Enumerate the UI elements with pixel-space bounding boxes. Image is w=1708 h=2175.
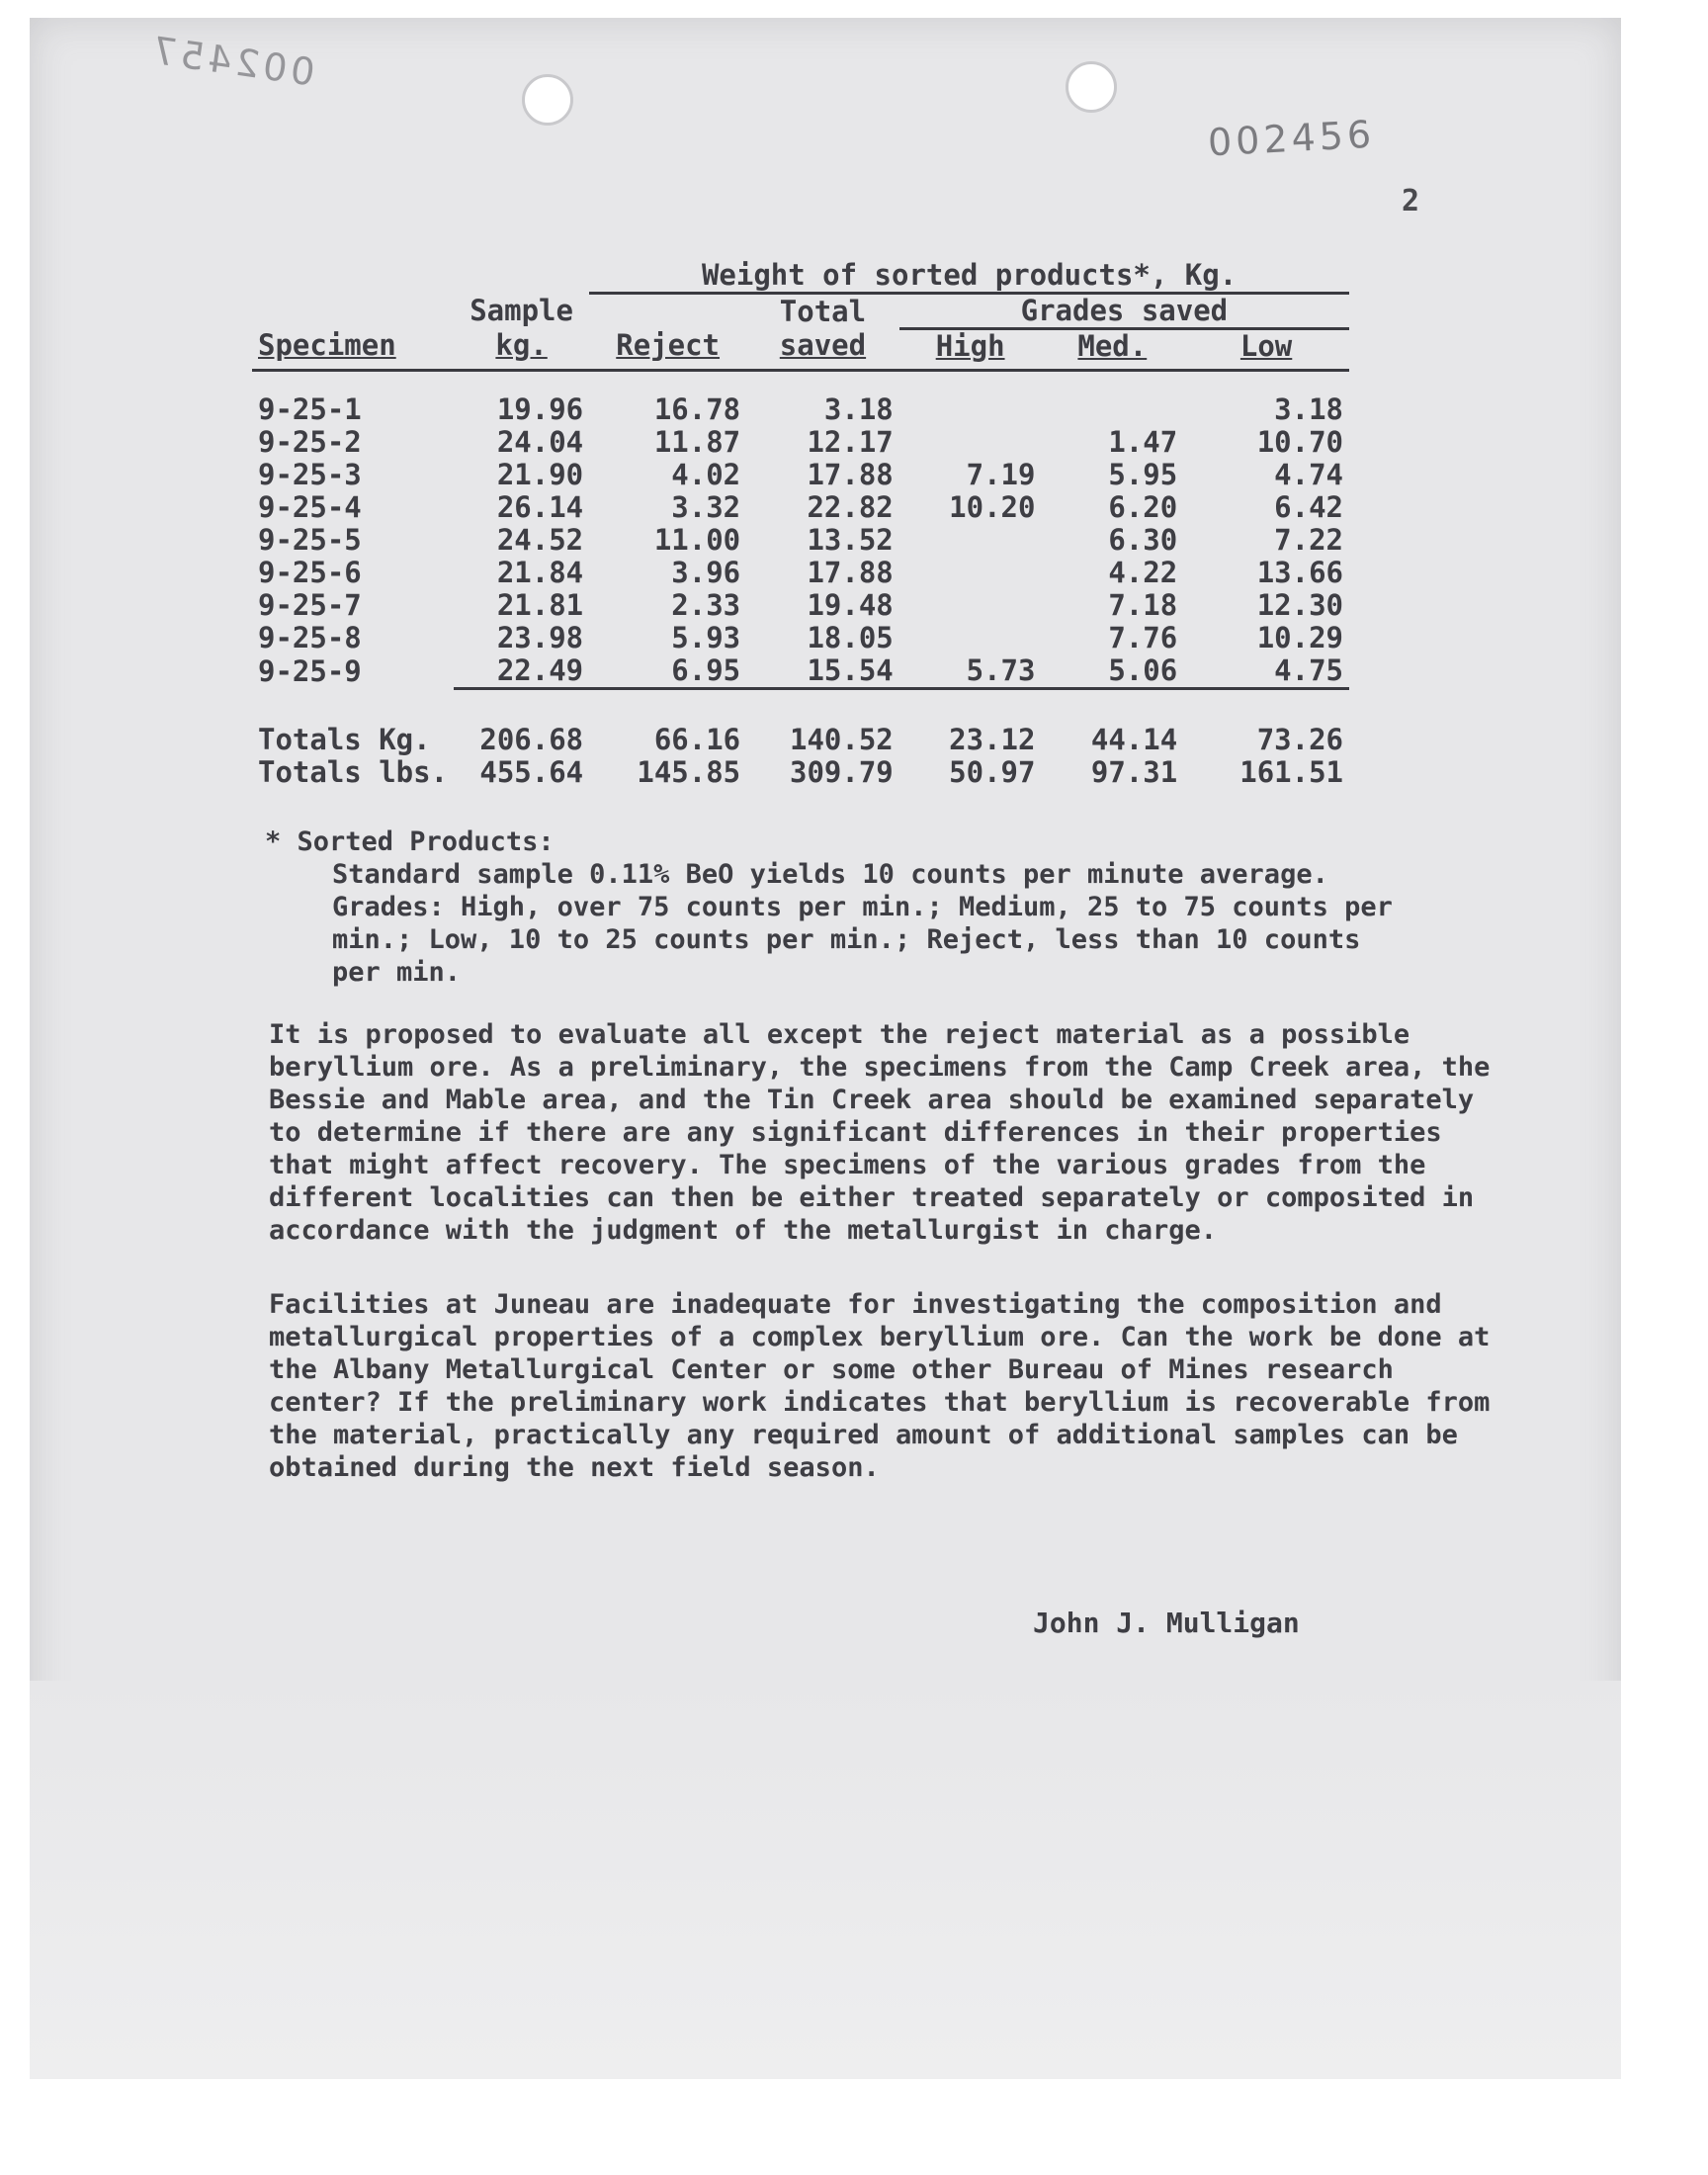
sample-header-line2: kg. xyxy=(495,328,548,363)
reject-cell: 11.87 xyxy=(653,425,741,459)
specimen-cell: 9-25-9 xyxy=(258,653,362,688)
paragraph-facilities: Facilities at Juneau are inadequate for investigating the composition and metallurgical properties of a complex beryllium ore. Can the work be done at the Albany Metallurgical Center or some other Bureau of Mines research center? If the preliminary work indicates that beryllium is recoverable from the material, practically any required amount of additional samples can be obtained during the next field season. xyxy=(269,1289,1491,1483)
low-cell: 3.18 xyxy=(1274,392,1343,426)
med-header: Med. xyxy=(1077,329,1148,363)
med-cell xyxy=(1041,393,1183,426)
reject-cell: 16.78 xyxy=(653,392,741,426)
sample-cell: 455.64 xyxy=(479,755,584,789)
reject-cell: 3.96 xyxy=(671,556,741,589)
high-cell: 5.73 xyxy=(899,654,1042,689)
table-row xyxy=(252,524,1349,557)
total-cell: 18.05 xyxy=(807,621,894,654)
total-cell: 309.79 xyxy=(790,755,894,789)
med-cell: 7.76 xyxy=(1108,621,1178,654)
high-header: High xyxy=(935,329,1005,363)
low-cell: 12.30 xyxy=(1256,588,1343,622)
high-cell: 23.12 xyxy=(949,723,1036,756)
sample-cell: 26.14 xyxy=(496,490,584,524)
specimen-cell: 9-25-5 xyxy=(258,523,362,557)
high-cell xyxy=(899,557,1042,589)
specimen-cell: 9-25-1 xyxy=(258,392,362,426)
med-cell: 44.14 xyxy=(1090,723,1178,756)
specimen-cell: 9-25-8 xyxy=(258,621,362,654)
total-cell: 140.52 xyxy=(790,723,894,756)
grades-saved-header: Grades saved xyxy=(899,294,1349,329)
low-cell: 10.29 xyxy=(1256,621,1343,654)
low-cell: 73.26 xyxy=(1256,723,1343,756)
low-cell: 6.42 xyxy=(1274,490,1343,524)
specimen-cell: 9-25-4 xyxy=(258,490,362,524)
footnote-body: Standard sample 0.11% BeO yields 10 counts per minute average. Grades: High, over 75 counts per min.; Medium, 25 to 75 counts per min.; Low, 10 to 25 counts per min.; Reject, less than 10 counts per min. xyxy=(332,859,1393,988)
reject-cell: 5.93 xyxy=(671,621,741,654)
high-cell: 7.19 xyxy=(966,458,1036,491)
punch-hole-left xyxy=(522,74,573,126)
total-header-line2: saved xyxy=(779,328,867,363)
reject-cell: 11.00 xyxy=(653,523,741,557)
table-row xyxy=(252,426,1349,459)
total-header-line1: Total xyxy=(779,294,867,328)
high-cell xyxy=(899,524,1042,557)
sample-cell: 21.84 xyxy=(496,556,584,589)
page-shading xyxy=(30,1681,1621,2079)
total-cell: 3.18 xyxy=(823,392,894,426)
mirrored-document-number: 002457 xyxy=(145,28,318,95)
high-cell: 10.20 xyxy=(949,490,1036,524)
specimen-cell: 9-25-6 xyxy=(258,556,362,589)
med-cell: 5.95 xyxy=(1108,458,1178,491)
specimen-header: Specimen xyxy=(258,328,396,363)
sample-cell: 23.98 xyxy=(496,621,584,654)
page-number: 2 xyxy=(1402,184,1420,218)
reject-cell: 66.16 xyxy=(653,723,741,756)
low-header: Low xyxy=(1239,329,1293,363)
med-cell: 6.30 xyxy=(1108,523,1178,557)
reject-cell: 6.95 xyxy=(589,654,746,689)
high-cell xyxy=(899,393,1042,426)
reject-cell: 145.85 xyxy=(637,755,741,789)
total-cell: 22.82 xyxy=(807,490,894,524)
low-cell: 10.70 xyxy=(1256,425,1343,459)
med-cell: 5.06 xyxy=(1041,654,1183,689)
totals-kg-row xyxy=(252,724,1349,756)
high-cell xyxy=(899,622,1042,654)
med-cell: 1.47 xyxy=(1108,425,1178,459)
total-cell: 12.17 xyxy=(807,425,894,459)
low-cell: 13.66 xyxy=(1256,556,1343,589)
specimen-cell: 9-25-2 xyxy=(258,425,362,459)
sample-header-line1: Sample xyxy=(470,294,573,327)
total-cell: 17.88 xyxy=(807,556,894,589)
sorted-products-table xyxy=(252,259,1349,789)
reject-cell: 2.33 xyxy=(671,588,741,622)
reject-cell: 3.32 xyxy=(671,490,741,524)
table-row xyxy=(252,557,1349,589)
total-cell: 15.54 xyxy=(746,654,899,689)
low-cell: 4.74 xyxy=(1274,458,1343,491)
high-cell: 50.97 xyxy=(949,755,1036,789)
high-cell xyxy=(899,426,1042,459)
sample-cell: 19.96 xyxy=(496,392,584,426)
weight-group-header: Weight of sorted products*, Kg. xyxy=(589,259,1349,294)
totals-lbs-row xyxy=(252,756,1349,789)
total-cell: 13.52 xyxy=(807,523,894,557)
sample-cell: 206.68 xyxy=(479,723,584,756)
med-cell: 4.22 xyxy=(1108,556,1178,589)
specimen-cell: 9-25-3 xyxy=(258,458,362,491)
med-cell: 7.18 xyxy=(1108,588,1178,622)
high-cell xyxy=(899,589,1042,622)
total-cell: 19.48 xyxy=(807,588,894,622)
reject-header: Reject xyxy=(616,328,721,363)
total-cell: 17.88 xyxy=(807,458,894,491)
document-number: 002456 xyxy=(1206,112,1377,165)
punch-hole-right xyxy=(1066,61,1117,113)
table-row xyxy=(252,654,1349,689)
reject-cell: 4.02 xyxy=(671,458,741,491)
specimen-cell: 9-25-7 xyxy=(258,588,362,622)
sample-cell: 22.49 xyxy=(454,654,589,689)
low-cell: 7.22 xyxy=(1274,523,1343,557)
sample-cell: 21.90 xyxy=(496,458,584,491)
footnote xyxy=(265,826,1402,989)
sample-cell: 21.81 xyxy=(496,588,584,622)
totals-lbs-label: Totals lbs. xyxy=(258,755,449,789)
paragraph-proposal: It is proposed to evaluate all except the reject material as a possible beryllium ore. As a preliminary, the specimens from the Camp Creek area, the Bessie and Mable area, and the Tin Creek area should be examined separately to determine if there are any significant differences in their properties that might affect recovery. The specimens of the various grades from the different localities can then be either treated separately or composited in accordance with the judgment of the metallurgist in charge. xyxy=(269,1019,1491,1246)
table-row xyxy=(252,459,1349,491)
table-row xyxy=(252,622,1349,654)
footnote-title: * Sorted Products: xyxy=(265,826,555,857)
low-cell: 4.75 xyxy=(1183,654,1349,689)
sample-cell: 24.04 xyxy=(496,425,584,459)
med-cell: 97.31 xyxy=(1090,755,1178,789)
table-row xyxy=(252,393,1349,426)
signature-name: John J. Mulligan xyxy=(1033,1607,1300,1639)
sample-cell: 24.52 xyxy=(496,523,584,557)
table-row xyxy=(252,589,1349,622)
med-cell: 6.20 xyxy=(1108,490,1178,524)
totals-kg-label: Totals Kg. xyxy=(258,723,431,756)
low-cell: 161.51 xyxy=(1239,755,1343,789)
table-row xyxy=(252,491,1349,524)
